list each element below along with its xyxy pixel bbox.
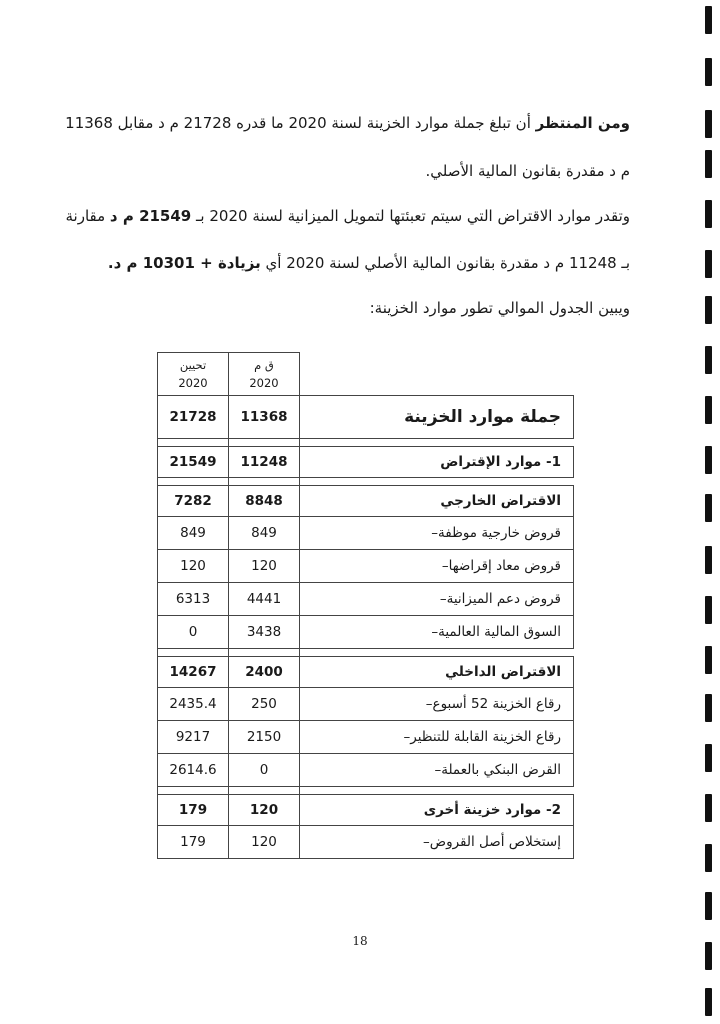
cell-initial: 8848 (229, 485, 300, 516)
cell-initial: 120 (229, 825, 300, 858)
table-row (158, 549, 574, 582)
cell-label: الاقتراض الخارجي (300, 485, 574, 516)
cell-initial: 849 (229, 516, 300, 549)
cell-revised: 2614.6 (158, 753, 229, 786)
cell-revised: 179 (158, 825, 229, 858)
table-header-row (158, 353, 574, 396)
cell-initial: 120 (229, 549, 300, 582)
table-row (158, 825, 574, 858)
cell-initial: 11248 (229, 446, 300, 477)
paragraph-3: وتقدر موارد الاقتراض التي سيتم تعبئتها لتمويل الميزانية لسنة 2020 بـ 21549 م د مقارنة (65, 207, 630, 225)
cell-label: قروض خارجية موظفة– (300, 516, 574, 549)
cell-revised: 120 (158, 549, 229, 582)
cell-revised: 6313 (158, 582, 229, 615)
table-row (158, 615, 574, 648)
cell-revised: 849 (158, 516, 229, 549)
cell-label: رقاع الخزينة 52 أسبوع– (300, 687, 574, 720)
table-row (158, 656, 574, 687)
paragraph-2: م د مقدرة بقانون المالية الأصلي. (425, 162, 630, 180)
cell-label: قروض معاد إقراضها– (300, 549, 574, 582)
cell-revised: 179 (158, 794, 229, 825)
cell-label: قروض دعم الميزانية– (300, 582, 574, 615)
cell-initial: 0 (229, 753, 300, 786)
treasury-resources-table (157, 352, 574, 859)
cell-revised: 14267 (158, 656, 229, 687)
cell-label: 1- موارد الإقتراض (300, 446, 574, 477)
table-row (158, 794, 574, 825)
header-revised-2020: تحيين 2020 (158, 353, 229, 396)
cell-label: السوق المالية العالمية– (300, 615, 574, 648)
cell-initial: 2400 (229, 656, 300, 687)
paragraph-5: ويبين الجدول الموالي تطور موارد الخزينة: (369, 299, 630, 317)
cell-label: 2- موارد خزينة أخرى (300, 794, 574, 825)
cell-initial: 3438 (229, 615, 300, 648)
table-row (158, 395, 574, 438)
cell-initial: 11368 (229, 395, 300, 438)
page-number: 18 (352, 934, 368, 948)
cell-label: رقاع الخزينة القابلة للتنظير– (300, 720, 574, 753)
cell-initial: 4441 (229, 582, 300, 615)
cell-revised: 2435.4 (158, 687, 229, 720)
header-initial-2020: ق م 2020 (229, 353, 300, 396)
cell-revised: 21728 (158, 395, 229, 438)
table-row (158, 582, 574, 615)
cell-label: إستخلاص أصل القروض– (300, 825, 574, 858)
paragraph-4: بـ 11248 م د مقدرة بقانون المالية الأصلي لسنة 2020 أي بزيادة + 10301 م د. (107, 254, 630, 272)
table-row (158, 720, 574, 753)
table-row (158, 687, 574, 720)
cell-initial: 250 (229, 687, 300, 720)
cell-revised: 7282 (158, 485, 229, 516)
cell-revised: 0 (158, 615, 229, 648)
cell-label: الاقتراض الداخلي (300, 656, 574, 687)
table-row (158, 485, 574, 516)
cell-initial: 2150 (229, 720, 300, 753)
binding-marks (702, 0, 712, 1024)
cell-label: القرض البنكي بالعملة– (300, 753, 574, 786)
paragraph-1: ومن المنتظر أن تبلغ جملة موارد الخزينة لسنة 2020 ما قدره 21728 م د مقابل 11368 (65, 114, 630, 132)
table-row (158, 753, 574, 786)
cell-label: جملة موارد الخزينة (300, 395, 574, 438)
cell-revised: 21549 (158, 446, 229, 477)
table-row (158, 446, 574, 477)
table-row (158, 516, 574, 549)
cell-initial: 120 (229, 794, 300, 825)
cell-revised: 9217 (158, 720, 229, 753)
